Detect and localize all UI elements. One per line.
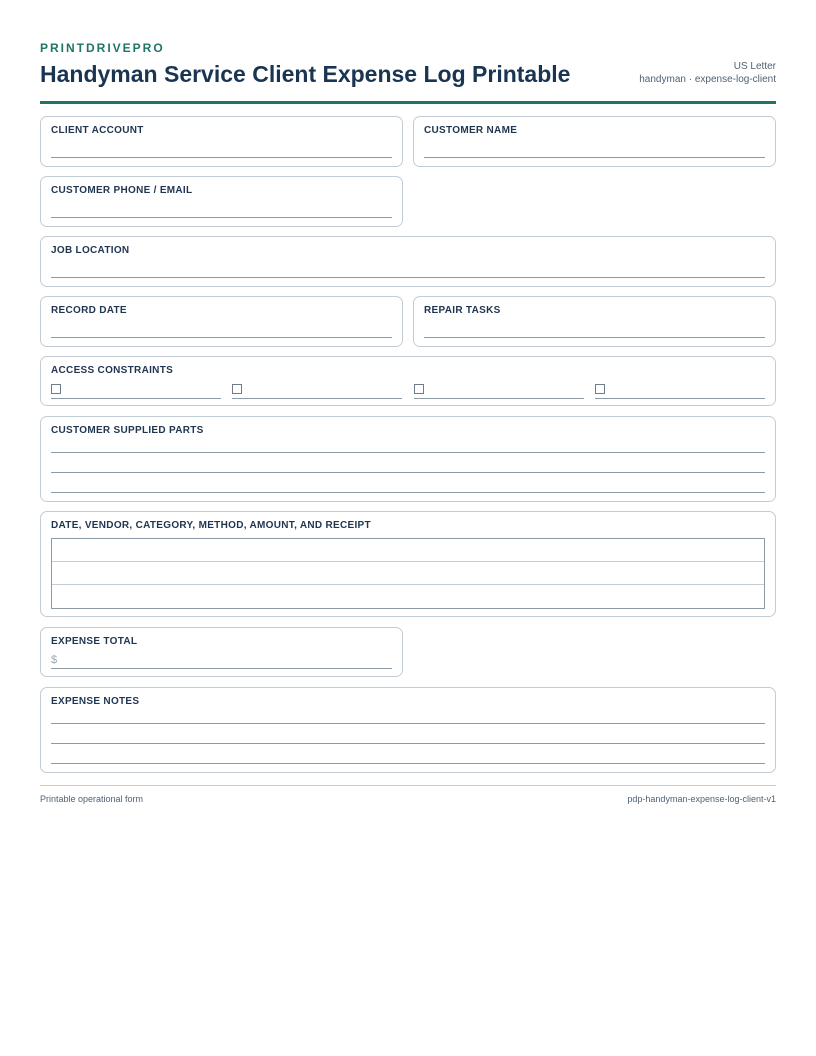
customer-contact-field[interactable] <box>51 217 392 218</box>
brand-name: PRINTDRIVEPRO <box>40 41 165 55</box>
expense-table-label: DATE, VENDOR, CATEGORY, METHOD, AMOUNT, AND RECEIPT <box>51 520 371 531</box>
form-meta <box>639 60 776 86</box>
table-row[interactable] <box>52 562 764 585</box>
expense-total-label: EXPENSE TOTAL <box>51 636 138 647</box>
customer-name-field[interactable] <box>424 157 765 158</box>
access-checkbox-1[interactable] <box>51 384 61 394</box>
form-header <box>40 41 776 104</box>
access-option-1 <box>51 383 221 399</box>
record-date-card <box>40 296 403 347</box>
form-tag-line: handyman · expense-log-client <box>639 74 776 85</box>
footer-description: Printable operational form <box>40 794 144 804</box>
page-title: Handyman Service Client Expense Log Printable <box>40 61 571 87</box>
access-checkbox-3[interactable] <box>414 384 424 394</box>
job-location-field[interactable] <box>51 277 765 278</box>
currency-symbol: $ <box>51 654 58 666</box>
customer-supplied-parts-card <box>40 416 776 502</box>
expense-total-field[interactable] <box>51 668 392 669</box>
notes-line-2[interactable] <box>51 743 765 744</box>
notes-line-3[interactable] <box>51 763 765 764</box>
access-checkbox-4[interactable] <box>595 384 605 394</box>
job-location-card <box>40 236 776 287</box>
access-option-4 <box>595 383 765 399</box>
expense-table-card <box>40 511 776 617</box>
access-constraints-card <box>40 356 776 406</box>
client-account-field[interactable] <box>51 157 392 158</box>
parts-line-2[interactable] <box>51 472 765 473</box>
access-option-1-line[interactable] <box>51 398 221 399</box>
access-option-3 <box>414 383 584 399</box>
table-row[interactable] <box>52 585 764 608</box>
form-footer <box>40 785 776 804</box>
customer-contact-label: CUSTOMER PHONE / EMAIL <box>51 185 193 196</box>
form-page <box>40 40 776 104</box>
expense-total-card <box>40 627 403 677</box>
customer-name-card <box>413 116 776 167</box>
access-constraints-label: ACCESS CONSTRAINTS <box>51 365 174 376</box>
job-location-label: JOB LOCATION <box>51 245 130 256</box>
repair-tasks-card <box>413 296 776 347</box>
expense-table <box>51 538 765 609</box>
record-date-field[interactable] <box>51 337 392 338</box>
repair-tasks-field[interactable] <box>424 337 765 338</box>
expense-notes-card <box>40 687 776 773</box>
record-date-label: RECORD DATE <box>51 305 127 316</box>
parts-line-3[interactable] <box>51 492 765 493</box>
notes-line-1[interactable] <box>51 723 765 724</box>
access-option-3-line[interactable] <box>414 398 584 399</box>
parts-line-1[interactable] <box>51 452 765 453</box>
access-option-4-line[interactable] <box>595 398 765 399</box>
client-account-card <box>40 116 403 167</box>
access-option-2 <box>232 383 402 399</box>
customer-supplied-parts-label: CUSTOMER SUPPLIED PARTS <box>51 425 204 436</box>
repair-tasks-label: REPAIR TASKS <box>424 305 501 316</box>
paper-size: US Letter <box>733 61 776 72</box>
expense-notes-label: EXPENSE NOTES <box>51 696 140 707</box>
access-option-2-line[interactable] <box>232 398 402 399</box>
client-account-label: CLIENT ACCOUNT <box>51 125 144 136</box>
form-id: pdp-handyman-expense-log-client-v1 <box>627 794 776 804</box>
table-row[interactable] <box>52 539 764 562</box>
customer-name-label: CUSTOMER NAME <box>424 125 518 136</box>
customer-contact-card <box>40 176 403 227</box>
access-checkbox-2[interactable] <box>232 384 242 394</box>
